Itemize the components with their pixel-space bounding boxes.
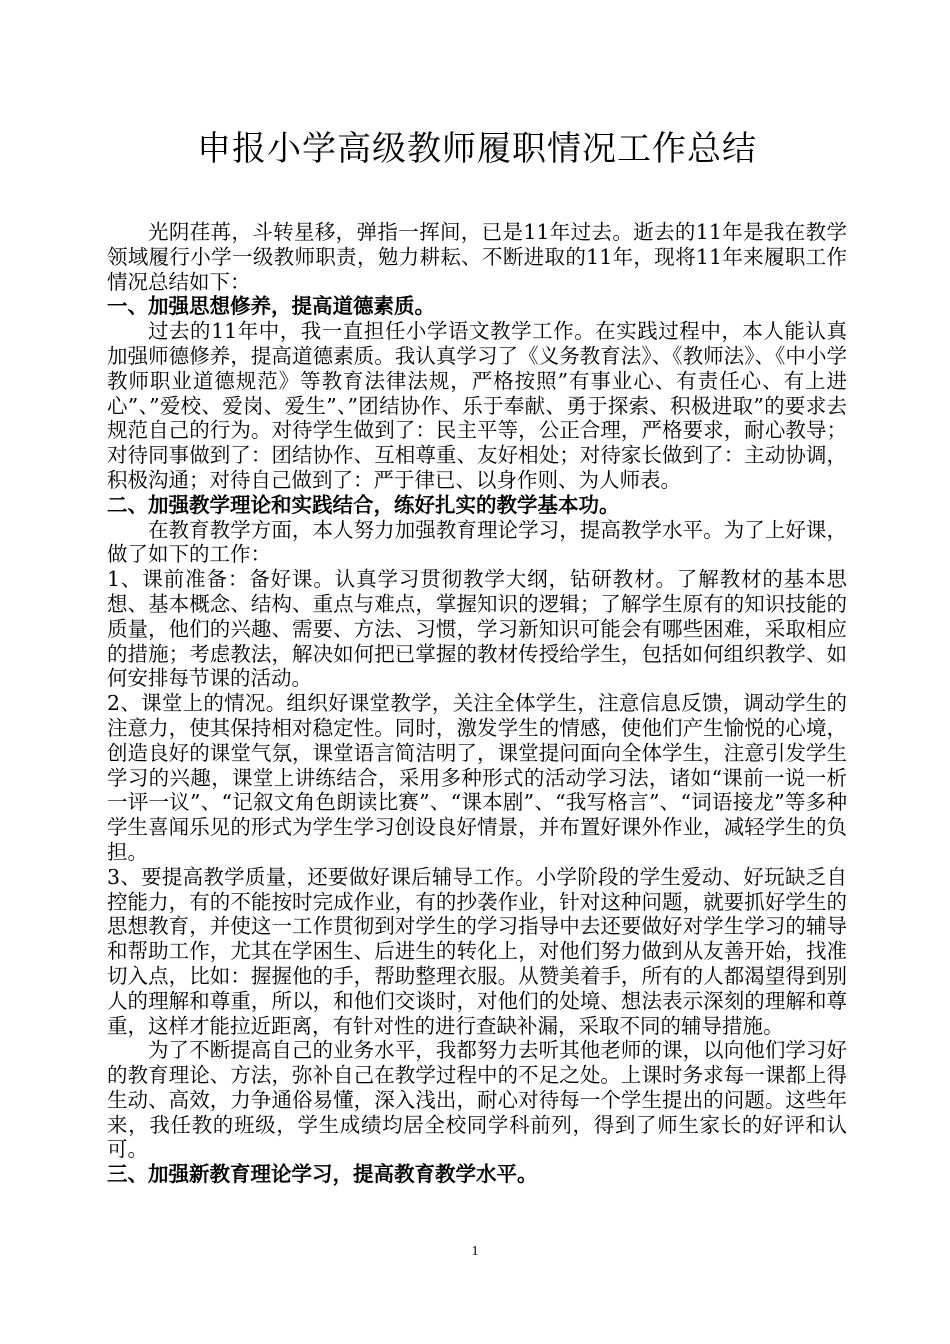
document-body [107, 220, 847, 1187]
section-2-intro-paragraph: 在教育教学方面，本人努力加强教育理论学习，提高教学水平。为了上好课，做了如下的工作： [107, 517, 847, 567]
section-heading-3: 三、加强新教育理论学习，提高教育教学水平。 [107, 1162, 538, 1187]
section-1-paragraph: 过去的11年中，我一直担任小学语文教学工作。在实践过程中，本人能认真加强师德修养，提高道德素质。我认真学习了《义务教育法》、《教师法》、《中小学教师职业道德规范》等教育法律法规，严格按照”有事业心、有责任心、有上进心”、”爱校、爱岗、爱生”、”团结协作、乐于奉献、勇于探索、积极进取”的要求去规范自己的行为。对待学生做到了：民主平等，公正合理，严格要求，耐心教导；对待同事做到了：团结协作、互相尊重、友好相处；对待家长做到了：主动协调，积极沟通；对待自己做到了：严于律已、以身作则、为人师表。 [107, 319, 847, 492]
section-2-item-1: 1、课前准备：备好课。认真学习贯彻教学大纲，钻研教材。了解教材的基本思想、基本概念、结构、重点与难点，掌握知识的逻辑；了解学生原有的知识技能的质量，他们的兴趣、需要、方法、习惯，学习新知识可能会有哪些困难，采取相应的措施；考虑教法，解决如何把已掌握的教材传授给学生，包括如何组织教学、如何安排每节课的活动。 [107, 567, 847, 691]
section-2-item-2: 2、课堂上的情况。组织好课堂教学，关注全体学生，注意信息反馈，调动学生的注意力，使其保持相对稳定性。同时，激发学生的情感，使他们产生愉悦的心境，创造良好的课堂气氛，课堂语言简洁明了，课堂提问面向全体学生，注意引发学生学习的兴趣，课堂上讲练结合，采用多种形式的活动学习法，诸如“课前一说一析一评一议”、“记叙文角色朗读比赛”、“课本剧”、“我写格言”、“词语接龙”等多种学生喜闻乐见的形式为学生学习创设良好情景，并布置好课外作业，减轻学生的负担。 [107, 691, 847, 864]
page-number: 1 [471, 1244, 479, 1259]
section-2-item-3: 3、要提高教学质量，还要做好课后辅导工作。小学阶段的学生爱动、好玩缺乏自控能力，有的不能按时完成作业，有的抄袭作业，针对这种问题，就要抓好学生的思想教育，并使这一工作贯彻到对学生的学习指导中去还要做好对学生学习的辅导和帮助工作，尤其在学困生、后进生的转化上，对他们努力做到从友善开始，找准切入点，比如：握握他的手，帮助整理衣服。从赞美着手，所有的人都渴望得到别人的理解和尊重，所以，和他们交谈时，对他们的处境、想法表示深刻的理解和尊重，这样才能拉近距离，有针对性的进行查缺补漏，采取不同的辅导措施。 [107, 864, 847, 1038]
section-heading-2: 二、加强教学理论和实践结合，练好扎实的教学基本功。 [107, 492, 620, 517]
section-heading-1: 一、加强思想修养，提高道德素质。 [107, 294, 435, 319]
document-title: 申报小学高级教师履职情况工作总结 [197, 129, 757, 169]
intro-paragraph: 光阴荏苒，斗转星移，弹指一挥间，已是11年过去。逝去的11年是我在教学领域履行小学一级教师职责，勉力耕耘、不断进取的11年，现将11年来履职工作情况总结如下： [107, 220, 847, 294]
section-2-closing-paragraph: 为了不断提高自己的业务水平，我都努力去听其他老师的课，以向他们学习好的教育理论、方法，弥补自己在教学过程中的不足之处。上课时务求每一课都上得生动、高效，力争通俗易懂，深入浅出，耐心对待每一个学生提出的问题。这些年来，我任教的班级，学生成绩均居全校同学科前列，得到了师生家长的好评和认可。 [107, 1038, 847, 1162]
